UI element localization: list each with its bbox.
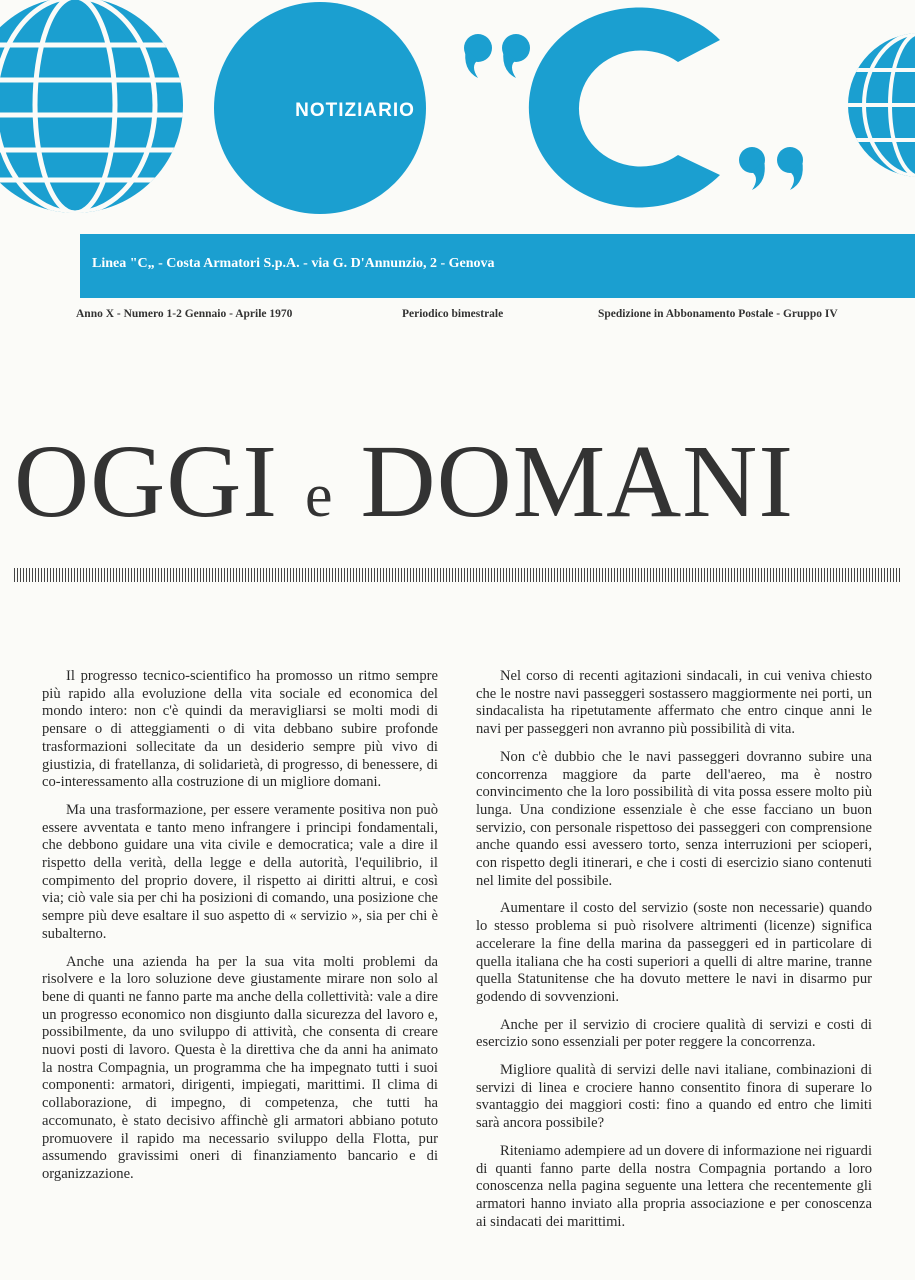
headline-part2: DOMANI bbox=[360, 424, 795, 539]
decorative-rule bbox=[14, 568, 901, 582]
paragraph: Riteniamo adempiere ad un dovere di informazione nei riguardi di quanti fanno parte della nostra Compagnia portando a loro conoscenza nella pagina seguente una lettera che recentemente gli armatori hanno inviato alla propria associazione e per conoscenza ai sindacati dei marittimi. bbox=[476, 1142, 873, 1230]
paragraph: Il progresso tecnico-scientifico ha promosso un ritmo sempre più rapido alla evoluzione della vita sociale ed economica del mondo intero: non c'è quindi da meravigliarsi se molti modi di pensare o di atteggiamenti o di vita debbano subire profonde trasformazioni sollecitate da un desiderio sempre più vivo di giustizia, di fratellanza, di solidarietà, di progresso, di benessere, di co-interessamento alla costruzione di un migliore domani. bbox=[42, 668, 438, 791]
c-logo-icon bbox=[464, 8, 803, 208]
globe-right-icon bbox=[840, 33, 915, 177]
paragraph: Non c'è dubbio che le navi passeggeri dovranno subire una concorrenza maggiore da parte dell'aereo, ma è nostro convincimento che la loro possibilità di vita possa essere molto più lunga. Una condizione essenziale è che esse facciano un buon servizio, con personale rispettoso dei passeggeri con comprensione anche quando essi avessero torto, senza interruzioni per scioperi, con rispetto degli itinerari, e che i costi di esercizio siano contenuti nel limite del possibile. bbox=[476, 748, 872, 889]
postal-info: Spedizione in Abbonamento Postale - Gruppo IV bbox=[598, 308, 838, 320]
headline bbox=[14, 424, 904, 539]
masthead-logo bbox=[0, 0, 915, 240]
masthead-label: NOTIZIARIO bbox=[295, 100, 415, 121]
paragraph: Aumentare il costo del servizio (soste non necessarie) quando lo stesso problema si può risolvere altrimenti (licenze) significa accelerare la fine della marina da passeggeri ed in particolare di quella italiana che ha costi superiori a quelli di altre marine, tranne quella Statunitense che ha dovuto mettere le navi in disarmo pur godendo di sovvenzioni. bbox=[476, 900, 872, 1005]
issue-info: Anno X - Numero 1-2 Gennaio - Aprile 1970 bbox=[76, 308, 293, 320]
globe-left-icon bbox=[0, 0, 200, 213]
paragraph: Anche una azienda ha per la sua vita molti problemi da risolvere e la loro soluzione deve giustamente mirare non solo al bene di quanti ne fanno parte ma anche della collettività: vale a dire un progresso economico non disgiunto dalla sicurezza del lavoro e, possibilmente, da uno sviluppo di attività, che consenta di creare nuovi posti di lavoro. Questa è la direttiva che da anni ha animato la nostra Compagnia, un programma che ha impegnato tutti i suoi componenti: armatori, dirigenti, impiegati, marittimi. Il clima di collaborazione, di impegno, di competenza, che tutti ha accomunato, è stato decisivo affinchè gli armatori abbiano potuto promuovere il rapido ma necessario sviluppo della Flotta, pur assumendo gravissimi oneri di finanziamento bancario e di organizzazione. bbox=[42, 953, 438, 1182]
headline-conj: e bbox=[304, 462, 334, 530]
article-column-right bbox=[476, 668, 872, 1241]
paragraph: Anche per il servizio di crociere qualità di servizi e costi di esercizio sono essenziali per poter reggere la concorrenza. bbox=[476, 1016, 872, 1051]
frequency-info: Periodico bimestrale bbox=[402, 308, 504, 320]
headline-part1: OGGI bbox=[14, 424, 278, 539]
paragraph: Ma una trasformazione, per essere veramente positiva non può essere avventata e tanto meno infrangere i principi fondamentali, che debbono guidare una vita civile e democratica; vale a dire il rispetto della verità, della legge e della autorità, l'equilibrio, il compimento del proprio dovere, il rispetto ai diritti altrui, e così via; ciò vale sia per chi ha posizioni di comando, una posizione che sempre più deve esaltare il suo aspetto di « servizio », sia per chi è subalterno. bbox=[42, 801, 438, 942]
paragraph: Migliore qualità di servizi delle navi italiane, combinazioni di servizi di linea e crociere hanno consentito finora di superare lo svantaggio dei maggiori costi: fino a quando ed entro che limiti sarà ancora possibile? bbox=[476, 1062, 872, 1132]
article-column-left bbox=[42, 668, 438, 1194]
publisher-line: Linea "C„ - Costa Armatori S.p.A. - via G. D'Annunzio, 2 - Genova bbox=[92, 256, 495, 271]
paragraph: Nel corso di recenti agitazioni sindacali, in cui veniva chiesto che le nostre navi passeggeri sostassero maggiormente nei porti, un sindacalista ha ripetutamente affermato che entro cinque anni le navi per passeggeri non avranno più possibilità di vita. bbox=[476, 668, 872, 738]
